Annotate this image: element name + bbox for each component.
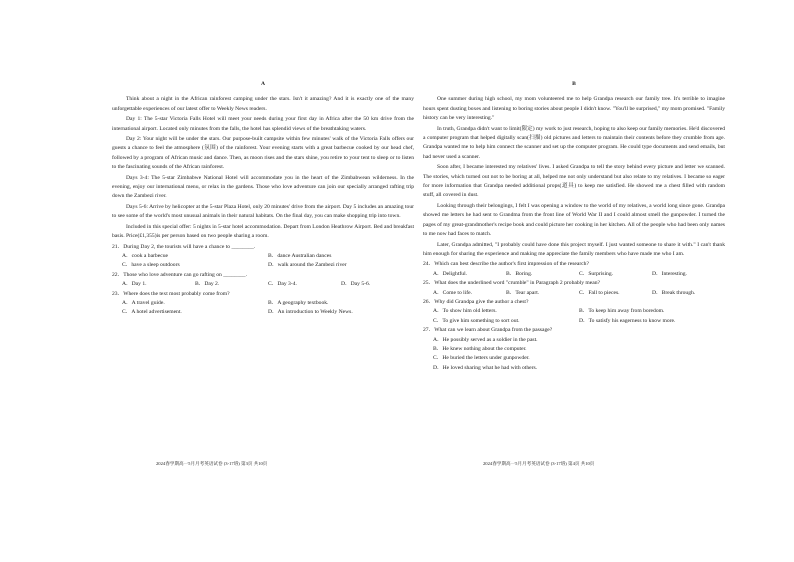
question-stem: 26．Why did Grandpa give the author a chest? [423,298,529,305]
question-stem: 21．During Day 2, the tourists will have a chance to ________. [112,243,256,250]
right-page [423,80,725,373]
passage-b-paragraph: Later, Grandpa admitted, "I probably could have done this project myself. I just wanted someone to share it with." I can't thank him enough for sharing the experience and making me appreciate the family members who have made me who I am. [423,241,725,257]
question-24 [423,260,725,279]
option-b: B．Day 2. [195,281,220,288]
question-26 [423,298,725,326]
passage-a-paragraph: Included in this special offer: 5 nights in 5-star hotel accommodation. Depart from London Heathrow Airport. Bed and breakfast basis. Price(£1,355)is per person based on two people sharing a room. [112,223,414,240]
option-c: C．Fall to pieces. [579,289,620,296]
option-b: B．To keep him away from boredom. [579,308,665,315]
option-a: A．Delightful. [433,270,468,277]
option-b: B．Boring. [506,270,533,277]
option-b: B．dance Australian dances [268,252,332,259]
question-stem: 22．Those who love adventure can go rafting on ________. [112,271,247,278]
question-22 [112,271,414,290]
passage-a-paragraph: Days 3-4: The 5-star Zimbabwe National Hotel will accommodate you in the heart of the Zimbabwean wilderness. In the evening, enjoy our international menu, or relax in the gardens. Those who love adventure can join our specially arranged rafting trip down the Zambezi river. [112,174,414,200]
option-d: D．To satisfy his eagerness to know more. [579,317,676,324]
option-d: D．walk around the Zambezi river [268,262,347,269]
question-stem: 27．What can we learn about Grandpa from the passage? [423,327,553,334]
option-d: D．Interesting. [652,270,687,277]
section-a-heading: A [260,81,266,87]
left-page [112,80,414,318]
question-21 [112,243,414,271]
option-c: C．To give him something to sort out. [433,317,520,324]
option-b: B．Tear apart. [506,289,540,296]
option-a: A．He possibly served as a soldier in the past. [433,336,538,343]
question-27 [423,326,725,373]
passage-b-paragraph: One summer during high school, my mom volunteered me to help Grandpa research our family tree. It's terrible to imagine hours spent dusting boxes and listening to boring stories about people I didn't know. "You'll be surprised," my mom promised. "Family history can be very interesting." [423,96,725,122]
option-d: D．He loved sharing what he had with others. [433,364,538,371]
question-stem: 23．Where does the text most probably come from? [112,290,230,297]
option-c: C．He buried the letters under gunpowder. [433,355,530,362]
option-a: A．cook a barbecue [122,252,168,259]
passage-b-paragraph: Soon after, I became interested my relatives' lives. I asked Grandpa to tell the story behind every picture and letter we scanned. The stories, which turned out not to be boring at all, helped me not only understand but also relate to my relatives. I became so eager for more information that Grandpa needed additional props(道具) to keep me satisfied. He showed me a chest filled with random stuff, all covered in dust. [423,164,725,199]
passage-a-paragraph: Day 2: Your night will be under the stars. Our purpose-built campsite within few minutes' walk of the Victoria Falls offers our guests a chance to feel the atmosphere (氛围) of the rainforest. Your evening starts with a great barbecue cooked by our head chef, followed by a program of African music and dance. Then, as moon rises and the stars shine, you retire to your tent to sleep or to listen to the fascinating sounds of the African rainforest. [112,136,414,171]
passage-a-paragraph: Day 1: The 5-star Victoria Falls Hotel will meet your needs during your first day in Africa after the 50 km drive from the international airport. Located only minutes from the falls, the hotel has splendid views of the breathtaking waters. [112,116,414,132]
page-footer: 2024春学期高一5月月考英语试卷 (3-17班) 第3页 共10页 [156,461,268,466]
options [433,336,725,374]
section-b-heading: B [572,81,576,87]
question-25 [423,279,725,298]
option-c: C．Day 3-4. [268,281,297,288]
question-stem: 24．Which can best describe the author's first impression of the research? [423,261,589,268]
option-c: C．A hotel advertisement. [122,309,182,316]
option-d: D．Break through. [652,289,696,296]
option-b: B．He knew nothing about the computer. [433,345,527,352]
options [122,252,414,271]
page-footer: 2024春学期高一5月月考英语试卷 (3-17班) 第4页 共10页 [483,461,595,466]
option-d: D．An introduction to Weekly News. [268,309,353,316]
options [433,307,725,326]
options [122,280,414,289]
question-23 [112,290,414,318]
options [433,289,725,298]
passage-a-paragraph: Days 5-6: Arrive by helicopter at the 5-star Plaza Hotel, only 20 minutes' drive from the airport. Day 5 includes an amazing tour to see some of the world's most unusual animals in their natural habitats. On the final day, you can make shopping trip into town. [112,203,414,220]
option-a: A．A travel guide. [122,299,165,306]
option-a: A．To show him old letters. [433,308,497,315]
option-a: A．Come to life. [433,289,472,296]
passage-a-paragraph: Think about a night in the African rainforest camping under the stars. Isn't it amazing? And it is exactly one of the many unforgettable experiences of our latest offer to Weekly News readers. [112,96,414,112]
options [433,270,725,279]
option-c: C．Surprising. [579,270,614,277]
option-b: B．A geography textbook. [268,299,329,306]
option-a: A．Day 1. [122,281,147,288]
passage-b-paragraph: Looking through their belongings, I felt I was opening a window to the world of my relatives, a world long since gone. Grandpa showed me letters he had sent to Grandma from the front line of World War II and I could almost smell the gunpowder. I turned the pages of my great-grandmother's recipe book and could picture her cooking in her kitchen. All of the people who had been only names to me now had faces to match. [423,202,725,238]
option-d: D．Day 5-6. [341,281,371,288]
options [122,299,414,318]
passage-b-paragraph: In truth, Grandpa didn't want to limit(限定) my work to just research, hoping to also keep our family memories. He'd discovered a computer program that helped digitally scan(扫描) old pictures and letters to maintain their contents before they crumble from age. Grandpa wanted me to help him connect the scanner and set up the computer program. He could type documents and send emails, but had never used a scanner. [423,125,725,160]
question-stem: 25．What does the underlined word "crumble" in Paragraph 2 probably mean? [423,280,600,287]
option-c: C．have a sleep outdoors [122,262,180,269]
